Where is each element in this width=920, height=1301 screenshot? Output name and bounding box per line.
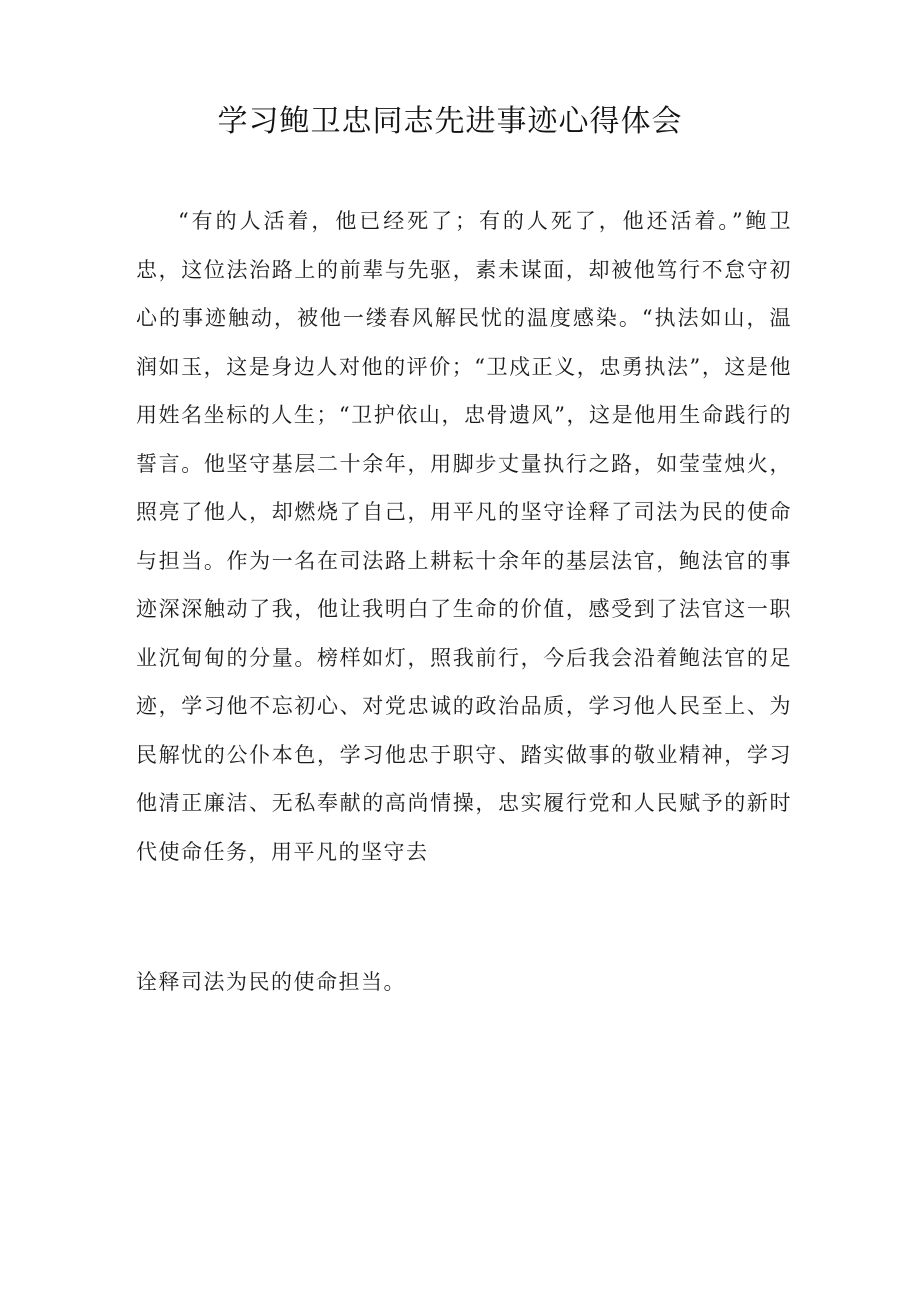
closing-line: 诠释司法为民的使命担当。 bbox=[136, 970, 406, 994]
body-paragraph: “有的人活着，他已经死了；有的人死了，他还活着。”鲍卫忠，这位法治路上的前辈与先驱，素未谋面，却被他笃行不怠守初心的事迹触动，被他一缕春风解民忧的温度感染。“执法如山，温润如玉，这是身边人对他的评价；“卫戍正义，忠勇执法”，这是他用姓名坐标的人生；“卫护依山，忠骨遗风”，这是他用生命践行的誓言。他坚守基层二十余年，用脚步丈量执行之路，如莹莹烛火，照亮了他人，却燃烧了自己，用平凡的坚守诠释了司法为民的使命与担当。作为一名在司法路上耕耘十余年的基层法官，鲍法官的事迹深深触动了我，他让我明白了生命的价值，感受到了法官这一职业沉甸甸的分量。榜样如灯，照我前行，今后我会沿着鲍法官的足迹，学习他不忘初心、对党忠诚的政治品质，学习他人民至上、为民解忧的公仆本色，学习他忠于职守、踏实做事的敬业精神，学习他清正廉洁、无私奉献的高尚情操，忠实履行党和人民赋予的新时代使命任务，用平凡的坚守去 bbox=[136, 209, 792, 864]
document-title: 学习鲍卫忠同志先进事迹心得体会 bbox=[217, 104, 683, 139]
